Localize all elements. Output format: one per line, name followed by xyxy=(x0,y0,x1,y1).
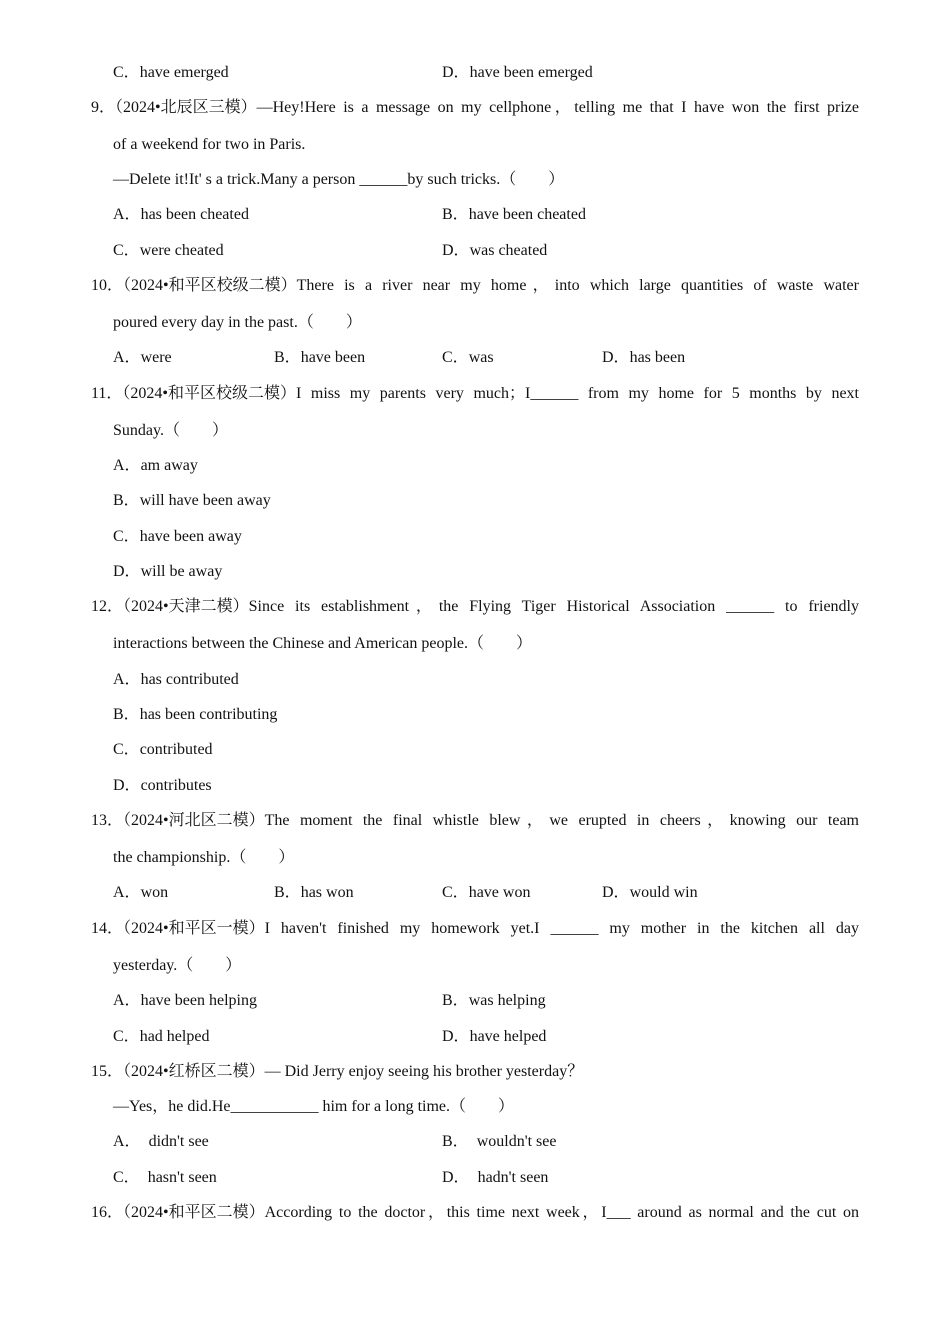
option-11-d xyxy=(113,562,222,582)
question-source: （2024•北辰区三模） xyxy=(115,99,257,116)
question-text: Since its establishment，the Flying Tiger Historical Association ______ to friendly xyxy=(248,598,859,615)
option-15-c xyxy=(113,1168,217,1188)
question-source: （2024•河北区二模） xyxy=(123,812,265,829)
option-letter: D． xyxy=(113,777,141,794)
option-letter: D． xyxy=(442,1169,470,1186)
option-text: has been xyxy=(629,349,686,366)
option-letter: A． xyxy=(113,457,141,474)
option-14-b xyxy=(442,991,546,1011)
option-text: was cheated xyxy=(469,242,548,259)
option-letter: C． xyxy=(113,1169,140,1186)
option-text: hasn't seen xyxy=(147,1169,217,1186)
option-letter: D． xyxy=(602,884,630,901)
question-number: 14． xyxy=(91,920,124,937)
option-text: have been emerged xyxy=(469,64,593,81)
option-letter: C． xyxy=(442,349,469,366)
option-14-d xyxy=(442,1027,546,1047)
question-10-stem-line2: poured every day in the past.（ ） xyxy=(113,314,362,331)
question-13-stem-line2: the championship.（ ） xyxy=(113,849,295,866)
question-number: 15． xyxy=(91,1063,124,1080)
option-text: has been cheated xyxy=(140,206,249,223)
question-text: I miss my parents very much；I______ from my home for 5 months by next xyxy=(296,385,859,402)
option-text: was helping xyxy=(468,992,546,1009)
option-text: would win xyxy=(629,884,698,901)
option-text: was xyxy=(468,349,494,366)
question-13-stem-line1 xyxy=(91,811,859,831)
question-text: —Hey!Here is a message on my cellphone，telling me that I have won the first prize xyxy=(256,99,859,116)
question-source: （2024•和平区二模） xyxy=(123,1204,265,1221)
option-10-c xyxy=(442,348,494,368)
option-13-d xyxy=(602,883,698,903)
option-letter: A． xyxy=(113,884,141,901)
option-text: will be away xyxy=(140,563,223,580)
option-text: have emerged xyxy=(139,64,229,81)
question-9-stem-line2: of a weekend for two in Paris. xyxy=(113,136,306,153)
question-16-stem-line1 xyxy=(91,1203,859,1223)
option-letter: C． xyxy=(113,1028,140,1045)
question-source: （2024•红桥区二模） xyxy=(123,1063,265,1080)
question-text: The moment the final whistle blew，we erupted in cheers，knowing our team xyxy=(264,812,859,829)
option-text: won xyxy=(140,884,169,901)
option-text: has won xyxy=(300,884,354,901)
question-14-stem-line1 xyxy=(91,919,859,939)
option-13-c xyxy=(442,883,530,903)
option-text: have helped xyxy=(469,1028,547,1045)
option-letter: D． xyxy=(442,242,470,259)
option-letter: C． xyxy=(113,242,140,259)
option-letter: D． xyxy=(602,349,630,366)
option-8-d xyxy=(442,63,593,83)
option-text: didn't see xyxy=(148,1133,209,1150)
option-letter: A． xyxy=(113,349,141,366)
question-11-stem-line1 xyxy=(91,384,859,404)
option-15-a xyxy=(113,1132,209,1152)
option-text: has contributed xyxy=(140,671,239,688)
option-10-d xyxy=(602,348,685,368)
option-letter: D． xyxy=(442,1028,470,1045)
question-source: （2024•和平区校级二模） xyxy=(122,385,297,402)
option-text: have been away xyxy=(139,528,242,545)
question-15-stem-line2: —Yes，he did.He___________ him for a long time.（ ） xyxy=(113,1098,515,1115)
option-12-a xyxy=(113,670,239,690)
option-9-d xyxy=(442,241,547,261)
option-letter: B． xyxy=(113,706,140,723)
option-9-c xyxy=(113,241,224,261)
option-15-d xyxy=(442,1168,548,1188)
question-text: — Did Jerry enjoy seeing his brother yesterday？ xyxy=(264,1063,584,1080)
question-source: （2024•天津二模） xyxy=(123,598,249,615)
question-text: According to the doctor，this time next week，I___ around as normal and the cut on xyxy=(264,1204,860,1221)
option-11-b xyxy=(113,491,271,511)
option-text: were cheated xyxy=(139,242,224,259)
option-letter: C． xyxy=(113,528,140,545)
question-number: 13． xyxy=(91,812,124,829)
option-letter: A． xyxy=(113,1133,141,1150)
question-11-stem-line2: Sunday.（ ） xyxy=(113,422,228,439)
option-text: hadn't seen xyxy=(477,1169,549,1186)
option-text: am away xyxy=(140,457,198,474)
question-9-stem-line1 xyxy=(91,98,859,118)
option-10-a xyxy=(113,348,172,368)
question-number: 10． xyxy=(91,277,124,294)
question-source: （2024•和平区校级二模） xyxy=(123,277,297,294)
option-15-b xyxy=(442,1132,556,1152)
option-text: have won xyxy=(468,884,531,901)
question-source: （2024•和平区一模） xyxy=(123,920,265,937)
option-12-b xyxy=(113,705,277,725)
option-letter: A． xyxy=(113,671,141,688)
option-8-c xyxy=(113,63,229,83)
question-number: 9． xyxy=(91,99,116,116)
option-letter: B． xyxy=(442,1133,469,1150)
option-text: were xyxy=(140,349,172,366)
option-14-c xyxy=(113,1027,209,1047)
question-12-stem-line2: interactions between the Chinese and American people.（ ） xyxy=(113,635,532,652)
option-letter: A． xyxy=(113,992,141,1009)
question-number: 11． xyxy=(91,385,123,402)
option-letter: C． xyxy=(113,64,140,81)
option-text: have been cheated xyxy=(468,206,586,223)
option-letter: B． xyxy=(274,884,301,901)
option-9-a xyxy=(113,205,249,225)
option-text: had helped xyxy=(139,1028,210,1045)
option-text: will have been away xyxy=(139,492,271,509)
option-text: wouldn't see xyxy=(476,1133,557,1150)
option-letter: B． xyxy=(113,492,140,509)
question-15-stem-line1 xyxy=(91,1062,583,1082)
option-12-c xyxy=(113,740,213,760)
option-letter: C． xyxy=(442,884,469,901)
option-12-d xyxy=(113,776,212,796)
question-10-stem-line1 xyxy=(91,276,859,296)
option-letter: A． xyxy=(113,206,141,223)
option-text: have been xyxy=(300,349,366,366)
question-14-stem-line2: yesterday.（ ） xyxy=(113,957,242,974)
option-text: contributes xyxy=(140,777,212,794)
option-13-b xyxy=(274,883,354,903)
option-9-b xyxy=(442,205,586,225)
question-text: There is a river near my home，into which large quantities of waste water xyxy=(296,277,859,294)
option-13-a xyxy=(113,883,168,903)
option-letter: B． xyxy=(442,992,469,1009)
option-11-c xyxy=(113,527,242,547)
option-text: contributed xyxy=(139,741,213,758)
option-text: have been helping xyxy=(140,992,257,1009)
option-11-a xyxy=(113,456,198,476)
option-10-b xyxy=(274,348,365,368)
option-letter: C． xyxy=(113,741,140,758)
question-text: I haven't finished my homework yet.I ______ my mother in the kitchen all day xyxy=(264,920,859,937)
option-letter: D． xyxy=(113,563,141,580)
question-9-stem-line3: —Delete it!It' s a trick.Many a person ______by such tricks.（ ） xyxy=(113,171,565,188)
option-14-a xyxy=(113,991,257,1011)
option-letter: B． xyxy=(442,206,469,223)
option-letter: B． xyxy=(274,349,301,366)
question-12-stem-line1 xyxy=(91,597,859,617)
option-text: has been contributing xyxy=(139,706,278,723)
question-number: 12． xyxy=(91,598,124,615)
question-number: 16． xyxy=(91,1204,124,1221)
option-letter: D． xyxy=(442,64,470,81)
